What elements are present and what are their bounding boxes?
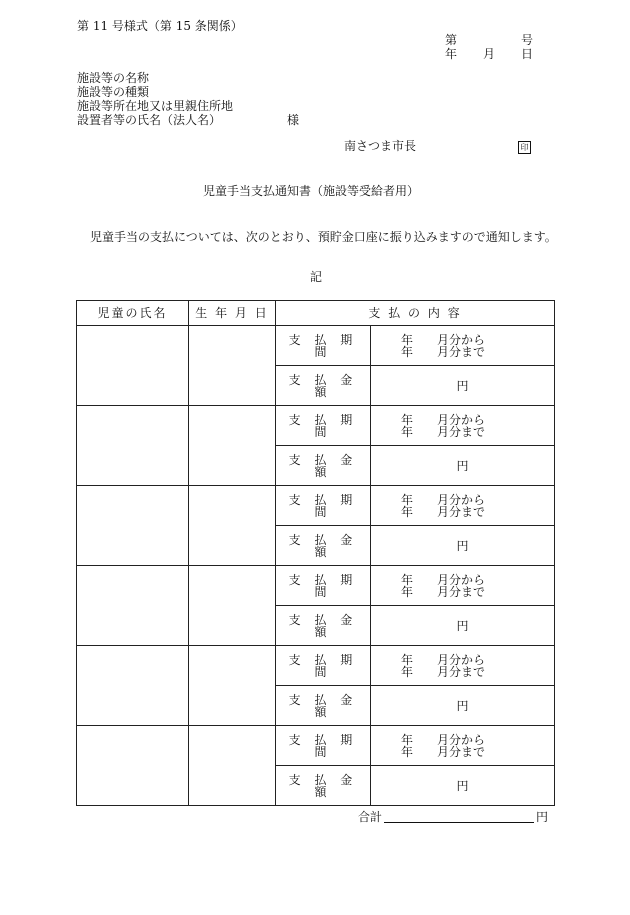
table-row (77, 646, 555, 686)
amount-yen: 円 (456, 618, 469, 633)
period-from-year: 年 (401, 412, 414, 427)
birth-date-cell[interactable] (189, 646, 276, 726)
payment-period-cell[interactable] (371, 646, 555, 686)
period-to-year: 年 (401, 504, 414, 519)
amount-yen: 円 (456, 538, 469, 553)
period-from-year: 年 (401, 652, 414, 667)
period-from-text: 月分から (437, 732, 486, 747)
amount-yen: 円 (456, 778, 469, 793)
header-payment-content: 支 払 の 内 容 (276, 301, 555, 326)
table-row (77, 406, 555, 446)
period-to (401, 426, 554, 438)
date-year: 年 (445, 47, 458, 61)
amount-yen: 円 (456, 378, 469, 393)
payment-period-cell[interactable] (371, 566, 555, 606)
doc-number-dai: 第 (445, 33, 458, 47)
period-from-text: 月分から (437, 492, 486, 507)
founder-name-label: 設置者等の氏名（法人名） (77, 113, 222, 127)
total-yen: 円 (536, 810, 549, 824)
amount-yen: 円 (456, 458, 469, 473)
period-to-year: 年 (401, 584, 414, 599)
payment-amount-label: 支 払 金 額 (276, 606, 371, 646)
period-from-text: 月分から (437, 332, 486, 347)
seal-mark (518, 140, 531, 154)
child-name-cell[interactable] (77, 406, 189, 486)
payment-amount-label: 支 払 金 額 (276, 686, 371, 726)
payment-amount-label: 支 払 金 額 (276, 526, 371, 566)
table-row (77, 326, 555, 366)
period-to-year: 年 (401, 744, 414, 759)
period-to-text: 月分まで (437, 664, 486, 679)
period-from-year: 年 (401, 572, 414, 587)
body-text: 児童手当の支払については、次のとおり、預貯金口座に振り込みますので通知します。 (90, 230, 557, 244)
child-name-cell[interactable] (77, 646, 189, 726)
child-name-cell[interactable] (77, 326, 189, 406)
form-number: 第 11 号様式（第 15 条関係） (77, 19, 243, 33)
payment-amount-cell[interactable] (371, 686, 555, 726)
payment-amount-label: 支 払 金 額 (276, 766, 371, 806)
payment-amount-cell[interactable] (371, 366, 555, 406)
doc-number-go: 号 (521, 33, 534, 47)
payment-period-label: 支 払 期 間 (276, 566, 371, 606)
birth-date-cell[interactable] (189, 486, 276, 566)
facility-name-label: 施設等の名称 (77, 71, 150, 85)
total-amount-field[interactable] (384, 810, 534, 823)
amount-yen: 円 (456, 698, 469, 713)
payment-amount-cell[interactable] (371, 526, 555, 566)
total-label: 合計 (358, 810, 383, 824)
facility-type-label: 施設等の種類 (77, 85, 150, 99)
document-title: 児童手当支払通知書（施設等受給者用） (203, 184, 420, 198)
period-to-text: 月分まで (437, 584, 486, 599)
period-from-text: 月分から (437, 652, 486, 667)
table-row (77, 726, 555, 766)
issuer-title: 南さつま市長 (344, 139, 417, 153)
period-from-year: 年 (401, 732, 414, 747)
seal-icon: 印 (518, 141, 531, 154)
table-row (77, 566, 555, 606)
period-to (401, 506, 554, 518)
birth-date-cell[interactable] (189, 326, 276, 406)
payment-amount-label: 支 払 金 額 (276, 446, 371, 486)
payment-amount-cell[interactable] (371, 446, 555, 486)
payment-period-label: 支 払 期 間 (276, 726, 371, 766)
period-to (401, 346, 554, 358)
date-day: 日 (521, 47, 534, 61)
payment-table (76, 300, 555, 806)
payment-period-cell[interactable] (371, 486, 555, 526)
date-month: 月 (483, 47, 496, 61)
period-to-year: 年 (401, 344, 414, 359)
honorific: 様 (287, 113, 300, 127)
period-to-text: 月分まで (437, 744, 486, 759)
period-to-text: 月分まで (437, 344, 486, 359)
child-name-cell[interactable] (77, 566, 189, 646)
payment-amount-label: 支 払 金 額 (276, 366, 371, 406)
period-from-text: 月分から (437, 572, 486, 587)
payment-period-cell[interactable] (371, 326, 555, 366)
payment-amount-cell[interactable] (371, 606, 555, 646)
child-name-cell[interactable] (77, 726, 189, 806)
period-from-year: 年 (401, 332, 414, 347)
period-to (401, 586, 554, 598)
period-to-text: 月分まで (437, 504, 486, 519)
payment-period-cell[interactable] (371, 406, 555, 446)
payment-period-label: 支 払 期 間 (276, 486, 371, 526)
header-child-name: 児童の氏名 (77, 301, 189, 326)
period-to (401, 746, 554, 758)
period-to (401, 666, 554, 678)
payment-period-label: 支 払 期 間 (276, 326, 371, 366)
period-to-text: 月分まで (437, 424, 486, 439)
birth-date-cell[interactable] (189, 406, 276, 486)
total-row (358, 810, 548, 823)
period-to-year: 年 (401, 664, 414, 679)
payment-period-cell[interactable] (371, 726, 555, 766)
period-from-text: 月分から (437, 412, 486, 427)
period-from-year: 年 (401, 492, 414, 507)
child-name-cell[interactable] (77, 486, 189, 566)
payment-period-label: 支 払 期 間 (276, 646, 371, 686)
birth-date-cell[interactable] (189, 726, 276, 806)
payment-period-label: 支 払 期 間 (276, 406, 371, 446)
payment-amount-cell[interactable] (371, 766, 555, 806)
period-to-year: 年 (401, 424, 414, 439)
table-body (77, 326, 555, 806)
ki-label: 記 (310, 270, 323, 284)
table-row (77, 486, 555, 526)
header-birth-date: 生 年 月 日 (189, 301, 276, 326)
birth-date-cell[interactable] (189, 566, 276, 646)
facility-address-label: 施設等所在地又は里親住所地 (77, 99, 234, 113)
table-header-row (77, 301, 555, 326)
